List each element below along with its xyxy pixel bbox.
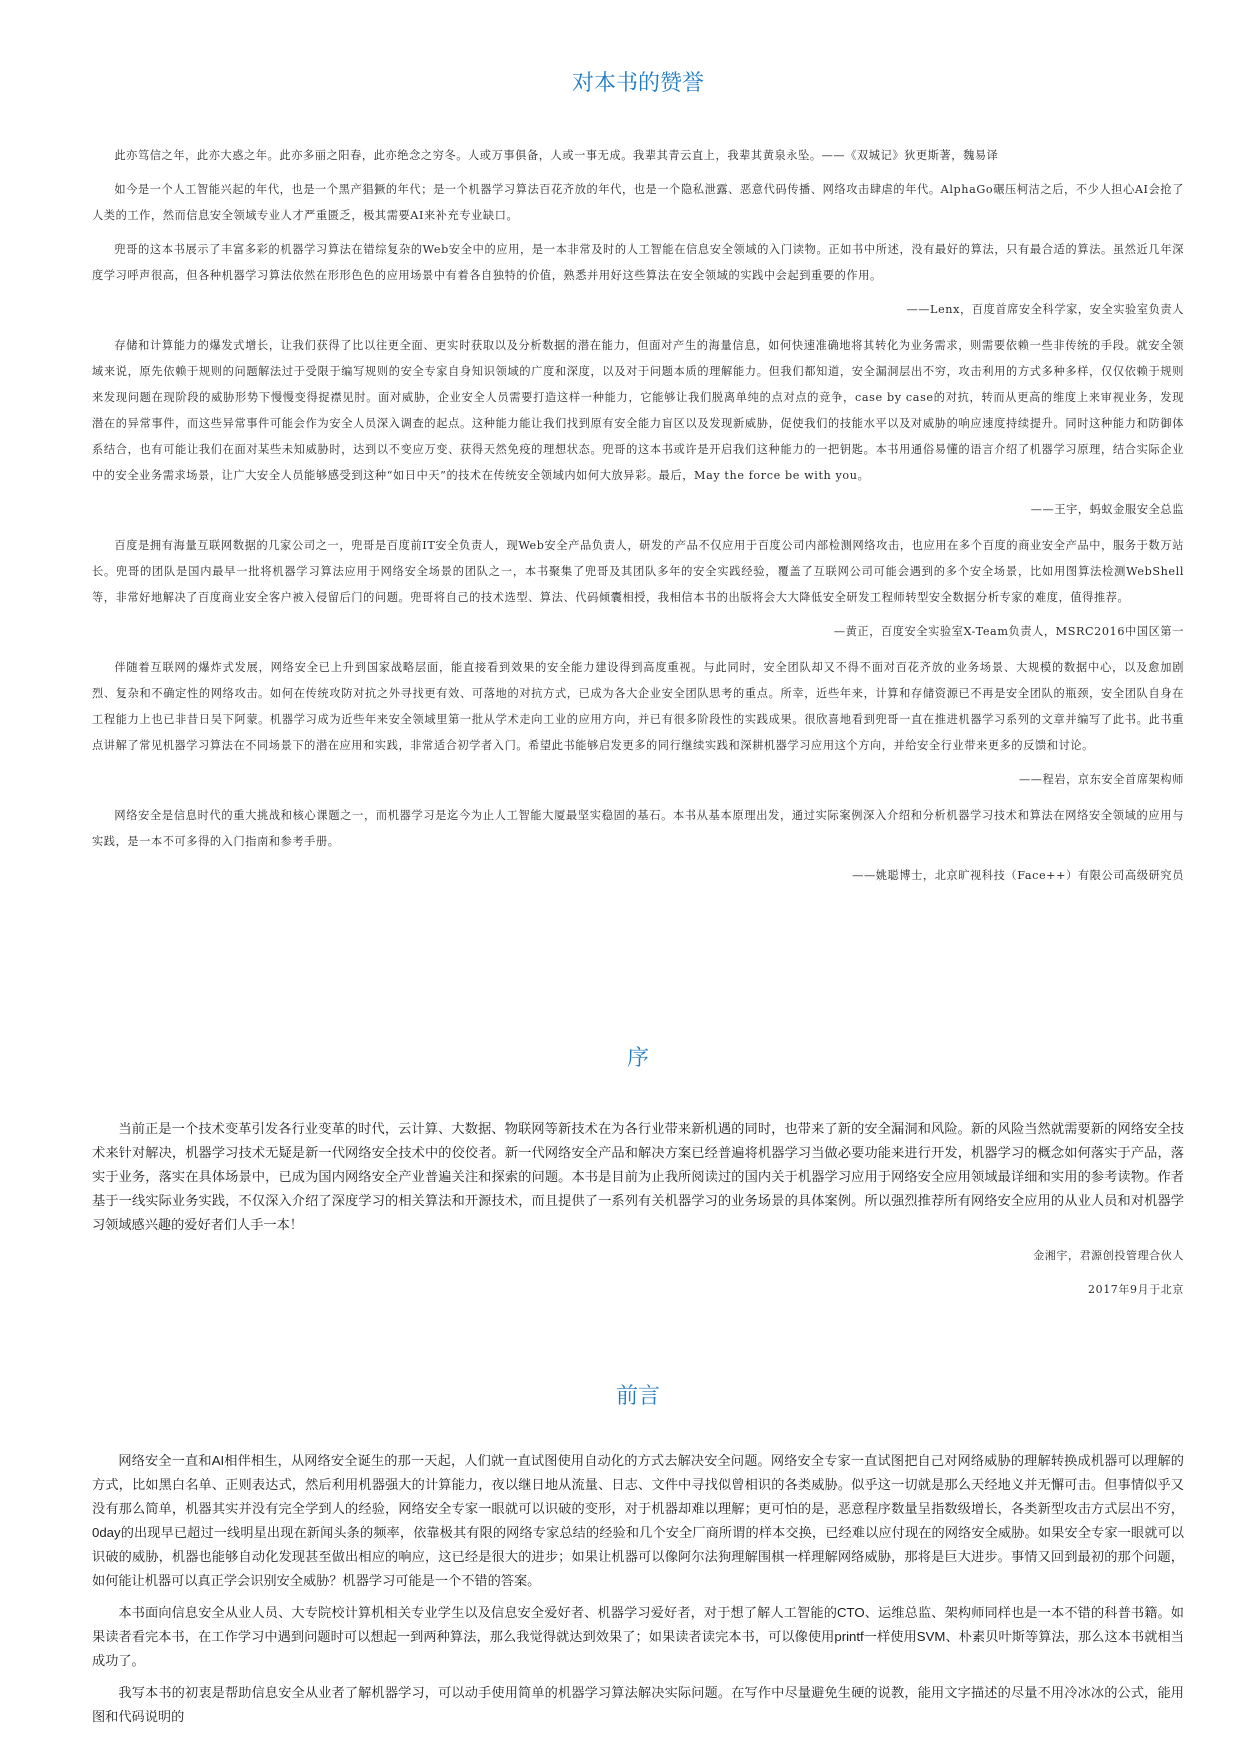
opening-quote: 此亦笃信之年，此亦大惑之年。此亦多丽之阳春，此亦绝念之穷冬。人或万事俱备，人或一事无成。我辈其青云直上，我辈其黄泉永坠。——《双城记》狄更斯著，魏易译 <box>114 149 999 162</box>
praise-paragraph: 存储和计算能力的爆发式增长，让我们获得了比以往更全面、更实时获取以及分析数据的潜在能力，但面对产生的海量信息，如何快速准确地将其转化为业务需求，则需要依赖一些非传统的手段。就安全领域来说，原先依赖于规则的问题解法过于受限于编写规则的安全专家自身知识领域的广度和深度，以及对于问题本质的理解能力。但我们都知道，安全漏洞层出不穷，攻击利用的方式多种多样，仅仅依赖于规则来发现问题在现阶段的威胁形势下慢慢变得捉襟见肘。面对威胁，企业安全人员需要打造这样一种能力，它能够让我们脱离单纯的点对点的竞争，case by case的对抗，转而从更高的维度上来审视业务，发现潜在的异常事件，而这些异常事件可能会作为安全人员深入调查的起点。这种能力能让我们找到原有安全能力盲区以及发现新威胁，促使我们的技能水平以及对威胁的响应速度持续提升。同时这种能力和防御体系结合，也有可能让我们在面对某些未知威胁时，达到以不变应万变、获得天然免疫的理想状态。兜哥的这本书或许是开启我们这种能力的一把钥匙。本书用通俗易懂的语言介绍了机器学习原理，结合实际企业中的安全业务需求场景，让广大安全人员能够感受到这种“如日中天”的技术在传统安全领域内如何大放异彩。最后，May the force be with you。 <box>92 339 1184 482</box>
preface-paragraph: 当前正是一个技术变革引发各行业变革的时代，云计算、大数据、物联网等新技术在为各行业带来新机遇的同时，也带来了新的安全漏洞和风险。新的风险当然就需要新的网络安全技术来针对解决，机器学习技术无疑是新一代网络安全技术中的佼佼者。新一代网络安全产品和解决方案已经普遍将机器学习当做必要功能来进行开发，机器学习的概念如何落实于产品，落实于业务，落实在具体场景中，已成为国内网络安全产业普遍关注和探索的问题。本书是目前为止我所阅读过的国内关于机器学习应用于网络安全应用领域最详细和实用的参考读物。作者基于一线实际业务实践，不仅深入介绍了深度学习的相关算法和开源技术，而且提供了一系列有关机器学习的业务场景的具体案例。所以强烈推荐所有网络安全应用的从业人员和对机器学习领域感兴趣的爱好者们人手一本！ <box>92 1121 1184 1232</box>
praise-section-title: 对本书的赞誉 <box>571 71 704 96</box>
praise-attribution: ——Lenx，百度首席安全科学家，安全实验室负责人 <box>906 303 1184 316</box>
praise-attribution: —黄正，百度安全实验室X-Team负责人，MSRC2016中国区第一 <box>833 625 1184 638</box>
foreword-section-title: 前言 <box>615 1384 660 1409</box>
praise-attribution: ——程岩，京东安全首席架构师 <box>1018 773 1184 786</box>
praise-attribution: ——王宇，蚂蚁金服安全总监 <box>1030 503 1184 516</box>
praise-paragraph: 网络安全是信息时代的重大挑战和核心课题之一，而机器学习是迄今为止人工智能大厦最坚实稳固的基石。本书从基本原理出发，通过实际案例深入介绍和分析机器学习技术和算法在网络安全领域的应用与实践，是一本不可多得的入门指南和参考手册。 <box>92 809 1184 848</box>
praise-paragraph: 如今是一个人工智能兴起的年代，也是一个黑产猖獗的年代；是一个机器学习算法百花齐放的年代，也是一个隐私泄露、恶意代码传播、网络攻击肆虐的年代。AlphaGo碾压柯洁之后，不少人担心AI会抢了人类的工作，然而信息安全领域专业人才严重匮乏，极其需要AI来补充专业缺口。 <box>92 183 1184 222</box>
preface-date: 2017年9月于北京 <box>1088 1283 1184 1296</box>
foreword-paragraph: 网络安全一直和AI相伴相生，从网络安全诞生的那一天起，人们就一直试图使用自动化的方式去解决安全问题。网络安全专家一直试图把自己对网络威胁的理解转换成机器可以理解的方式，比如黑白名单、正则表达式，然后利用机器强大的计算能力，夜以继日地从流量、日志、文件中寻找似曾相识的各类威胁。似乎这一切就是那么天经地义并无懈可击。但事情似乎又没有那么简单，机器其实并没有完全学到人的经验，网络安全专家一眼就可以识破的变形，对于机器却难以理解；更可怕的是，恶意程序数量呈指数级增长，各类新型攻击方式层出不穷，0day的出现早已超过一线明星出现在新闻头条的频率，依靠极其有限的网络专家总结的经验和几个安全厂商所谓的样本交换，已经难以应付现在的网络安全威胁。如果安全专家一眼就可以识破的威胁，机器也能够自动化发现甚至做出相应的响应，这已经是很大的进步；如果让机器可以像阿尔法狗理解围棋一样理解网络威胁，那将是巨大进步。事情又回到最初的那个问题，如何能让机器可以真正学会识别安全威胁？机器学习可能是一个不错的答案。 <box>92 1453 1184 1588</box>
foreword-paragraph: 我写本书的初衷是帮助信息安全从业者了解机器学习，可以动手使用简单的机器学习算法解决实际问题。在写作中尽量避免生硬的说教，能用文字描述的尽量不用冷冰冰的公式，能用图和代码说明的 <box>92 1685 1184 1724</box>
preface-section-body <box>92 1117 1184 1312</box>
preface-section-title: 序 <box>626 1046 649 1071</box>
foreword-section-body <box>92 1449 1184 1737</box>
praise-attribution: ——姚聪博士，北京旷视科技（Face++）有限公司高级研究员 <box>852 869 1184 882</box>
praise-paragraph: 百度是拥有海量互联网数据的几家公司之一，兜哥是百度前IT安全负责人，现Web安全产品负责人，研发的产品不仅应用于百度公司内部检测网络攻击，也应用在多个百度的商业安全产品中，服务于数万站长。兜哥的团队是国内最早一批将机器学习算法应用于网络安全场景的团队之一，本书聚集了兜哥及其团队多年的安全实践经验，覆盖了互联网公司可能会遇到的多个安全场景，比如用图算法检测WebShell等，非常好地解决了百度商业安全客户被入侵留后门的问题。兜哥将自己的技术选型、算法、代码倾囊相授，我相信本书的出版将会大大降低安全研发工程师转型安全数据分析专家的难度，值得推荐。 <box>92 539 1184 604</box>
praise-section-body <box>92 143 1184 899</box>
preface-signature: 金湘宇，君源创投管理合伙人 <box>1033 1249 1184 1262</box>
praise-paragraph: 兜哥的这本书展示了丰富多彩的机器学习算法在错综复杂的Web安全中的应用，是一本非常及时的人工智能在信息安全领域的入门读物。正如书中所述，没有最好的算法，只有最合适的算法。虽然近几年深度学习呼声很高，但各种机器学习算法依然在形形色色的应用场景中有着各自独特的价值，熟悉并用好这些算法在安全领域的实践中会起到重要的作用。 <box>92 243 1184 282</box>
praise-paragraph: 伴随着互联网的爆炸式发展，网络安全已上升到国家战略层面，能直接看到效果的安全能力建设得到高度重视。与此同时，安全团队却又不得不面对百花齐放的业务场景、大规模的数据中心，以及愈加剧烈、复杂和不确定性的网络攻击。如何在传统攻防对抗之外寻找更有效、可落地的对抗方式，已成为各大企业安全团队思考的重点。所幸，近些年来，计算和存储资源已不再是安全团队的瓶颈，安全团队自身在工程能力上也已非昔日吴下阿蒙。机器学习成为近些年来安全领域里第一批从学术走向工业的应用方向，并已有很多阶段性的实践成果。很欣喜地看到兜哥一直在推进机器学习系列的文章并编写了此书。此书重点讲解了常见机器学习算法在不同场景下的潜在应用和实践，非常适合初学者入门。希望此书能够启发更多的同行继续实践和深耕机器学习应用这个方向，并给安全行业带来更多的反馈和讨论。 <box>92 661 1184 752</box>
foreword-paragraph: 本书面向信息安全从业人员、大专院校计算机相关专业学生以及信息安全爱好者、机器学习爱好者，对于想了解人工智能的CTO、运维总监、架构师同样也是一本不错的科普书籍。如果读者看完本书，在工作学习中遇到问题时可以想起一到两种算法，那么我觉得就达到效果了；如果读者读完本书，可以像使用printf一样使用SVM、朴素贝叶斯等算法，那么这本书就相当成功了。 <box>92 1605 1184 1668</box>
